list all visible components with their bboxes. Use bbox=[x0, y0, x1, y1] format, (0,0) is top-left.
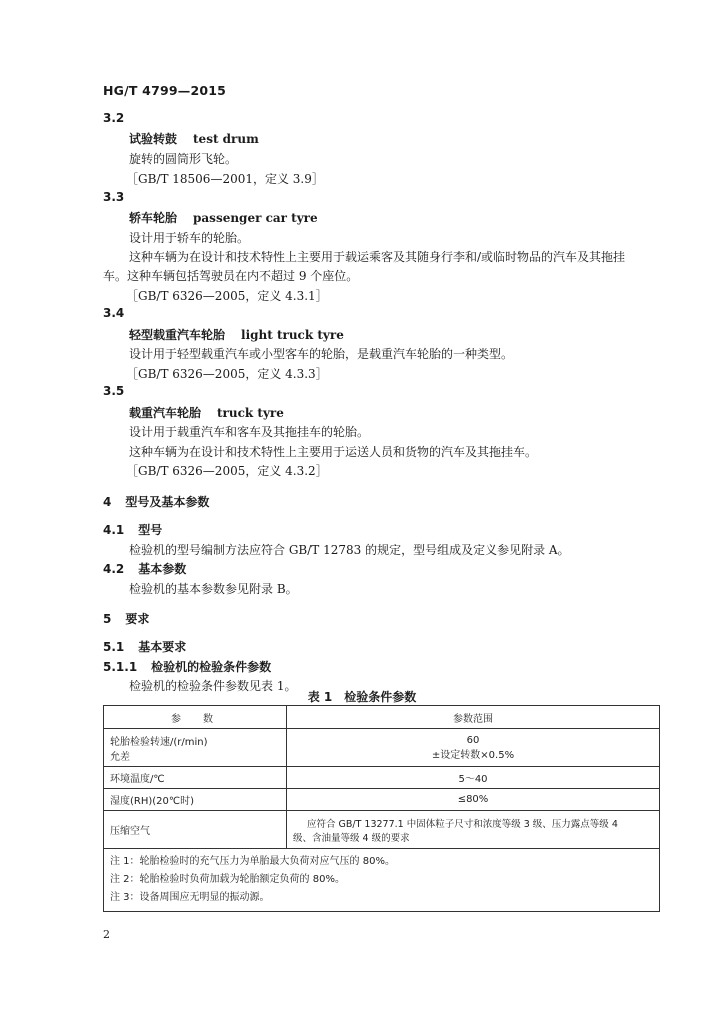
parameter-name: 允差 bbox=[110, 751, 130, 763]
section-title: 基本要求 bbox=[138, 640, 187, 654]
range-cell bbox=[287, 729, 660, 767]
term-en: truck tyre bbox=[217, 406, 284, 420]
term-heading bbox=[129, 130, 259, 147]
section-number: 4.2 bbox=[103, 562, 125, 576]
section-title: 型号 bbox=[138, 523, 163, 537]
conditions-table bbox=[103, 705, 660, 912]
definition-line: 旋转的圆筒形飞轮。 bbox=[129, 152, 238, 166]
section-number: 5.1.1 bbox=[103, 660, 138, 674]
term-en: light truck tyre bbox=[241, 328, 344, 342]
clause-number: 3.4 bbox=[103, 306, 125, 320]
subsection-heading bbox=[103, 658, 271, 675]
section-title: 型号及基本参数 bbox=[125, 495, 210, 509]
table-caption: 表 1 检验条件参数 bbox=[307, 690, 417, 704]
range-value: 级、含油量等级 4 级的要求 bbox=[293, 832, 410, 844]
table-row bbox=[104, 811, 660, 849]
clause-number: 3.2 bbox=[103, 111, 125, 125]
section-number: 5.1 bbox=[103, 640, 125, 654]
term-heading bbox=[129, 326, 344, 343]
term-en: test drum bbox=[193, 132, 259, 146]
definition-line: 设计用于载重汽车和客车及其拖挂车的轮胎。 bbox=[129, 425, 370, 439]
definition-line: 这种车辆为在设计和技术特性上主要用于载运乘客及其随身行李和/或临时物品的汽车及其拖挂 bbox=[129, 250, 626, 264]
standard-header: HG/T 4799—2015 bbox=[103, 83, 227, 98]
parameter-cell: 环境温度/℃ bbox=[104, 767, 287, 789]
page-number: 2 bbox=[103, 928, 110, 941]
source-reference: ［GB/T 6326—2005，定义 4.3.1］ bbox=[126, 289, 328, 303]
table-header-cell: 参数范围 bbox=[287, 706, 660, 729]
paragraph: 检验机的型号编制方法应符合 GB/T 12783 的规定，型号组成及定义参见附录 A。 bbox=[129, 543, 570, 557]
term-cn: 轿车轮胎 bbox=[129, 211, 178, 225]
term-heading bbox=[129, 209, 318, 226]
subsection-heading bbox=[103, 638, 186, 655]
clause-number: 3.5 bbox=[103, 384, 125, 398]
table-header-row bbox=[104, 706, 660, 729]
section-number: 4.1 bbox=[103, 523, 125, 537]
definition-line: 这种车辆为在设计和技术特性上主要用于运送人员和货物的汽车及其拖挂车。 bbox=[129, 445, 538, 459]
table-notes-row bbox=[104, 849, 660, 912]
paragraph: 检验机的检验条件参数见表 1。 bbox=[129, 679, 297, 693]
definition-line: 设计用于轿车的轮胎。 bbox=[129, 231, 250, 245]
parameter-name: 轮胎检验转速/(r/min) bbox=[110, 736, 208, 748]
term-cn: 试验转鼓 bbox=[129, 132, 178, 146]
term-en: passenger car tyre bbox=[193, 211, 318, 225]
parameter-cell: 湿度(RH)(20℃时) bbox=[104, 789, 287, 811]
range-cell bbox=[287, 811, 660, 849]
term-cn: 载重汽车轮胎 bbox=[129, 406, 202, 420]
section-title: 检验机的检验条件参数 bbox=[151, 660, 272, 674]
table-header-cell: 参 数 bbox=[104, 706, 287, 729]
section-title: 基本参数 bbox=[138, 562, 187, 576]
section-number: 5 bbox=[103, 612, 112, 626]
source-reference: ［GB/T 6326—2005，定义 4.3.3］ bbox=[126, 367, 328, 381]
source-reference: ［GB/T 6326—2005，定义 4.3.2］ bbox=[126, 464, 328, 478]
parameter-cell bbox=[104, 729, 287, 767]
definition-line: 设计用于轻型载重汽车或小型客车的轮胎，是载重汽车轮胎的一种类型。 bbox=[129, 347, 514, 361]
range-cell: ≤80% bbox=[287, 789, 660, 811]
table-note: 注 3：设备周围应无明显的振动源。 bbox=[110, 892, 270, 903]
range-value: 应符合 GB/T 13277.1 中固体粒子尺寸和浓度等级 3 级、压力露点等级 4 bbox=[307, 818, 618, 830]
term-cn: 轻型载重汽车轮胎 bbox=[129, 328, 226, 342]
definition-line: 车。这种车辆包括驾驶员在内不超过 9 个座位。 bbox=[103, 269, 359, 283]
range-cell: 5～40 bbox=[287, 767, 660, 789]
section-title: 要求 bbox=[125, 612, 150, 626]
paragraph: 检验机的基本参数参见附录 B。 bbox=[129, 582, 298, 596]
source-reference: ［GB/T 18506—2001，定义 3.9］ bbox=[126, 172, 324, 186]
clause-number: 3.3 bbox=[103, 190, 125, 204]
term-heading bbox=[129, 404, 284, 421]
section-heading bbox=[103, 610, 149, 627]
table-row bbox=[104, 729, 660, 767]
section-heading bbox=[103, 493, 209, 510]
subsection-heading bbox=[103, 560, 186, 577]
subsection-heading bbox=[103, 521, 162, 538]
range-value: 60 bbox=[466, 734, 480, 746]
table-note: 注 2：轮胎检验时负荷加载为轮胎额定负荷的 80%。 bbox=[110, 874, 345, 885]
notes-cell bbox=[104, 849, 660, 912]
range-value: ±设定转数×0.5% bbox=[431, 749, 515, 761]
section-number: 4 bbox=[103, 495, 112, 509]
table-note: 注 1：轮胎检验时的充气压力为单胎最大负荷对应气压的 80%。 bbox=[110, 856, 395, 867]
table-row bbox=[104, 789, 660, 811]
parameter-cell: 压缩空气 bbox=[104, 811, 287, 849]
table-row bbox=[104, 767, 660, 789]
